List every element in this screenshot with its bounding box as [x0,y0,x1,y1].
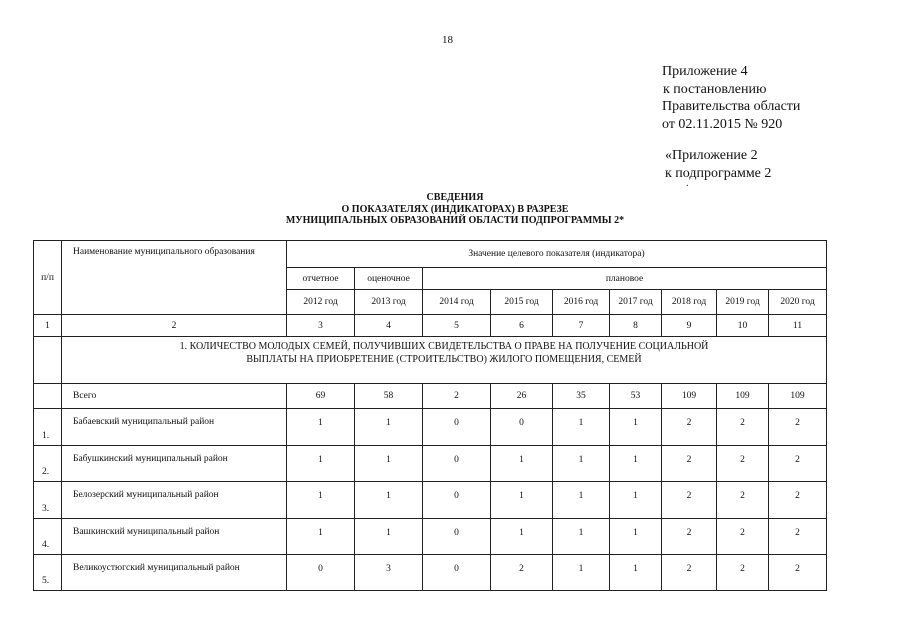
appendix-line-2: к постановлению [663,81,767,97]
row-value: 2 [717,482,769,519]
section-title-line-2: ВЫПЛАТЫ НА ПРИОБРЕТЕНИЕ (СТРОИТЕЛЬСТВО) ЖИЛОГО ПОМЕЩЕНИЯ, СЕМЕЙ [246,353,642,365]
row-value: 2 [662,555,717,591]
total-value: 53 [610,384,662,409]
year-header: 2019 год [717,290,769,315]
section-title-line-1: 1. КОЛИЧЕСТВО МОЛОДЫХ СЕМЕЙ, ПОЛУЧИВШИХ СВИДЕТЕЛЬСТВА О ПРАВЕ НА ПОЛУЧЕНИЕ СОЦИАЛЬНОЙ [179,341,709,352]
year-header: 2013 год [355,290,423,315]
title-line-2: О ПОКАЗАТЕЛЯХ (ИНДИКАТОРАХ) В РАЗРЕЗЕ [341,203,569,215]
total-value: 69 [287,384,355,409]
table-row [34,519,827,555]
value-column-header: Значение целевого показателя (индикатора) [287,241,827,268]
document-title [240,192,670,227]
row-value: 0 [491,409,553,446]
row-value: 2 [662,519,717,555]
row-value: 1 [287,446,355,482]
row-value: 2 [717,446,769,482]
total-value: 109 [662,384,717,409]
appendix-line-4: от 02.11.2015 № 920 [662,116,783,132]
year-header: 2014 год [423,290,491,315]
reported-label: отчетное [287,268,355,290]
row-value: 1 [287,482,355,519]
row-value: 0 [287,555,355,591]
row-value: 0 [423,519,491,555]
year-header: 2017 год [610,290,662,315]
row-value: 2 [662,409,717,446]
appendix-line-3: Правительства области [662,99,801,114]
municipality-name: Великоустюгский муниципальный район [62,555,287,591]
header-row-1 [34,241,827,268]
indicators-table [33,240,827,591]
table-row [34,446,827,482]
row-index: 1. [34,409,62,446]
total-value: 26 [491,384,553,409]
row-index: 5. [34,555,62,591]
column-number: 10 [717,315,769,337]
row-value: 2 [769,482,827,519]
year-header: 2018 год [662,290,717,315]
row-value: 1 [287,409,355,446]
column-number: 8 [610,315,662,337]
row-value: 1 [610,555,662,591]
row-value: 0 [423,482,491,519]
row-value: 1 [610,519,662,555]
appendix-block [662,63,800,133]
section-index-cell [34,337,62,384]
column-number: 11 [769,315,827,337]
stray-mark: . [686,178,689,189]
row-index: 3. [34,482,62,519]
row-value: 2 [769,409,827,446]
row-value: 2 [769,519,827,555]
row-value: 2 [491,555,553,591]
row-value: 1 [491,519,553,555]
municipality-name: Белозерский муниципальный район [62,482,287,519]
year-header: 2020 год [769,290,827,315]
row-value: 1 [491,446,553,482]
table-row [34,409,827,446]
row-value: 1 [553,409,610,446]
total-value: 109 [769,384,827,409]
row-value: 2 [717,409,769,446]
total-value: 2 [423,384,491,409]
row-value: 0 [423,409,491,446]
section-title [62,337,827,384]
section-row [34,337,827,384]
total-value: 35 [553,384,610,409]
total-index-cell [34,384,62,409]
municipality-name: Бабушкинский муниципальный район [62,446,287,482]
row-value: 2 [769,555,827,591]
total-row [34,384,827,409]
row-value: 3 [355,555,423,591]
appendix-line-1: Приложение 4 [662,64,748,79]
row-value: 0 [423,555,491,591]
row-value: 1 [553,519,610,555]
page-number: 18 [442,34,453,46]
row-index: 4. [34,519,62,555]
column-number: 2 [62,315,287,337]
row-value: 1 [355,482,423,519]
municipality-name: Вашкинский муниципальный район [62,519,287,555]
row-value: 2 [662,482,717,519]
row-value: 1 [287,519,355,555]
column-number: 7 [553,315,610,337]
column-number: 4 [355,315,423,337]
column-number: 9 [662,315,717,337]
table-row [34,482,827,519]
table-row [34,555,827,591]
municipality-name: Бабаевский муниципальный район [62,409,287,446]
year-header: 2016 год [553,290,610,315]
row-value: 1 [355,519,423,555]
row-value: 1 [610,409,662,446]
year-header: 2015 год [491,290,553,315]
row-value: 2 [717,519,769,555]
row-value: 1 [355,409,423,446]
row-value: 2 [662,446,717,482]
index-column-header: п/п [34,241,62,315]
column-number: 3 [287,315,355,337]
row-value: 1 [610,482,662,519]
total-label: Всего [62,384,287,409]
row-value: 1 [553,482,610,519]
appendix2-block [665,147,771,182]
row-index: 2. [34,446,62,482]
appendix2-line-1: «Приложение 2 [665,148,758,163]
row-value: 0 [423,446,491,482]
title-line-3: МУНИЦИПАЛЬНЫХ ОБРАЗОВАНИЙ ОБЛАСТИ ПОДПРОГРАММЫ 2* [285,215,625,226]
column-numbers-row [34,315,827,337]
column-number: 5 [423,315,491,337]
row-value: 1 [553,555,610,591]
title-line-1: СВЕДЕНИЯ [426,192,484,203]
total-value: 109 [717,384,769,409]
row-value: 2 [769,446,827,482]
appendix2-line-2: к подпрограмме 2 [665,165,772,181]
total-value: 58 [355,384,423,409]
row-value: 1 [553,446,610,482]
year-header: 2012 год [287,290,355,315]
estimated-label: оценочное [355,268,423,290]
row-value: 2 [717,555,769,591]
row-value: 1 [610,446,662,482]
row-value: 1 [355,446,423,482]
column-number: 1 [34,315,62,337]
column-number: 6 [491,315,553,337]
name-column-header: Наименование муниципального образования [62,241,287,315]
planned-label: плановое [423,268,827,290]
row-value: 1 [491,482,553,519]
